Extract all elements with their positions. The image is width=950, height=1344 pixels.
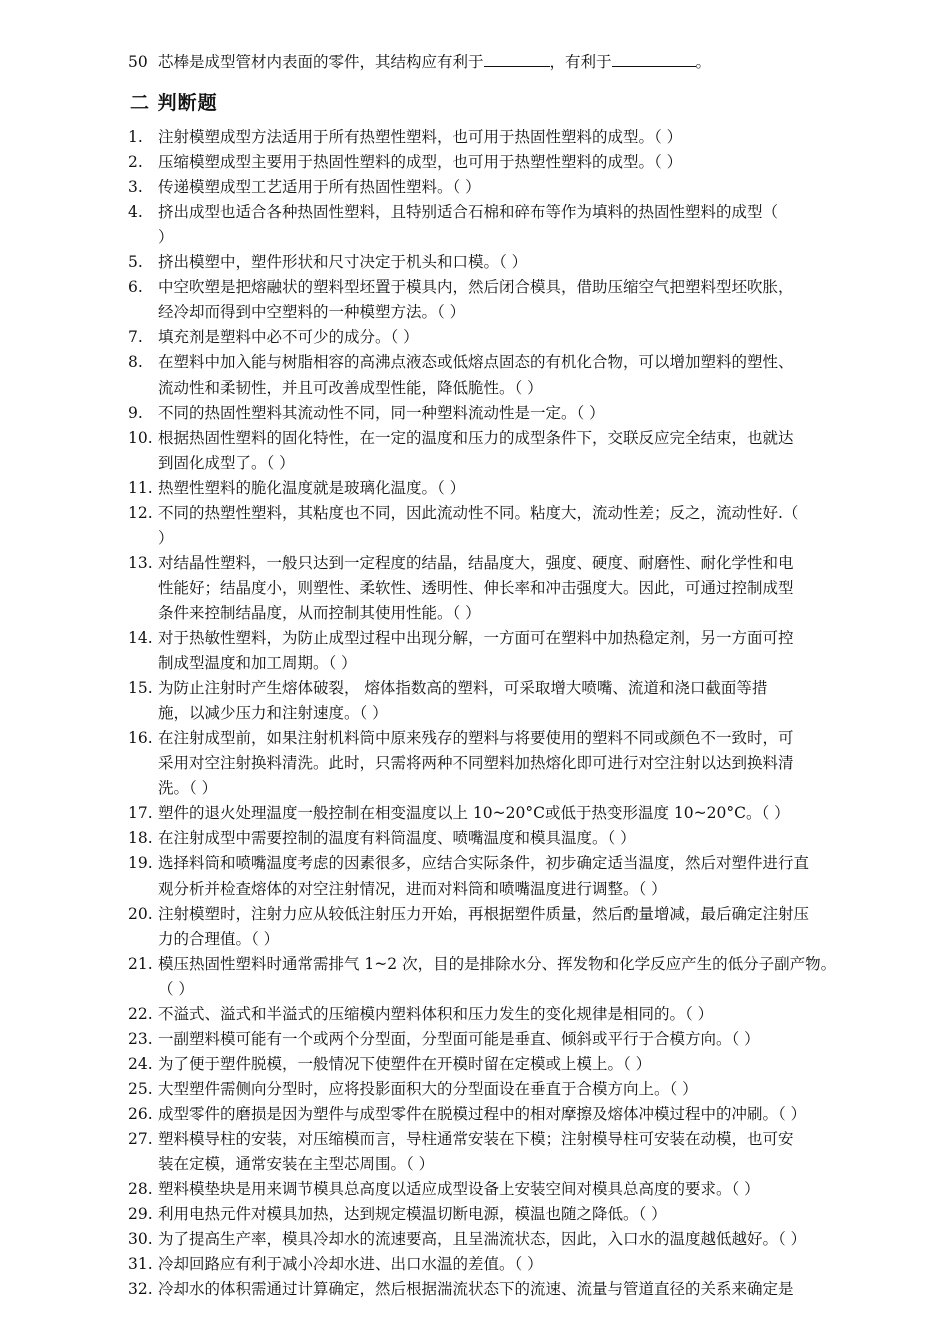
- question-text: 洗。（ ）: [158, 779, 218, 798]
- question-text: 在注射成型前，如果注射机料筒中原来残存的塑料与将要使用的塑料不同或颜色不一致时，可: [158, 729, 794, 748]
- question-number: 30.: [128, 1230, 153, 1249]
- question-text: 热塑性塑料的脆化温度就是玻璃化温度。（ ）: [158, 478, 466, 497]
- question-number: 24.: [128, 1054, 153, 1073]
- question-text-part: 。: [695, 53, 712, 71]
- question-text: 制成型温度和加工周期。（ ）: [158, 654, 357, 673]
- question-number: 9.: [128, 403, 143, 422]
- question-text: 模压热固性塑料时通常需排气 1~2 次，目的是排除水分、挥发物和化学反应产生的低分子副产物。: [158, 954, 837, 973]
- question-number: 19.: [128, 854, 153, 873]
- question-text: 塑料模导柱的安装，对压缩模而言，导柱通常安装在下模；注射模导柱可安装在动模，也可安: [158, 1130, 794, 1148]
- question-number: 31.: [128, 1255, 153, 1274]
- question-text: 装在定模，通常安装在主型芯周围。（ ）: [158, 1155, 435, 1174]
- question-text: 根据热固性塑料的固化特性，在一定的温度和压力的成型条件下，交联反应完全结束，也就达: [158, 428, 794, 447]
- question-number: 5.: [128, 253, 143, 272]
- question-number: 8.: [128, 353, 143, 372]
- question-text: 一副塑料模可能有一个或两个分型面，分型面可能是垂直、倾斜或平行于合模方向。（ ）: [158, 1029, 760, 1048]
- question-text: 不同的热固性塑料其流动性不同，同一种塑料流动性是一定。（ ）: [158, 403, 605, 422]
- question-number: 29.: [128, 1205, 153, 1224]
- question-text: 塑件的退火处理温度一般控制在相变温度以上 10~20°C或低于热变形温度 10~20°C。（ ）: [158, 804, 790, 823]
- question-number: 28.: [128, 1180, 153, 1199]
- question-number: 7.: [128, 328, 143, 347]
- question-number: 27.: [128, 1130, 153, 1148]
- question-text: 塑料模垫块是用来调节模具总高度以适应成型设备上安装空间对模具总高度的要求。（ ）: [158, 1180, 760, 1199]
- answer-blank[interactable]: [484, 51, 550, 67]
- question-text: 条件来控制结晶度，从而控制其使用性能。（ ）: [158, 603, 481, 622]
- question-number: 3.: [128, 178, 143, 197]
- answer-blank[interactable]: [612, 51, 696, 67]
- question-text: 采用对空注射换料清洗。此时，只需将两种不同塑料加热熔化即可进行对空注射以达到换料清: [158, 754, 794, 773]
- question-number: 13.: [128, 553, 153, 572]
- question-number: 1.: [128, 128, 143, 146]
- question-number: 15.: [128, 679, 153, 698]
- question-text: 对于热敏性塑料，为防止成型过程中出现分解，一方面可在塑料中加热稳定剂，另一方面可控: [158, 629, 794, 647]
- question-text: 不同的热塑性塑料，其粘度也不同，因此流动性不同。粘度大，流动性差；反之，流动性好.（: [158, 503, 799, 522]
- question-number: 32.: [128, 1280, 153, 1299]
- question-text: 冷却回路应有利于减小冷却水进、出口水温的差值。（ ）: [158, 1255, 543, 1274]
- question-text: ）: [158, 528, 174, 547]
- question-number: 10.: [128, 428, 153, 447]
- question-text: 对结晶性塑料，一般只达到一定程度的结晶，结晶度大，强度、硬度、耐磨性、耐化学性和电: [158, 553, 794, 572]
- question-number: 14.: [128, 629, 153, 647]
- question-text: 中空吹塑是把熔融状的塑料型坯置于模具内，然后闭合模具，借助压缩空气把塑料型坯吹胀，: [158, 278, 794, 297]
- question-number: 18.: [128, 829, 153, 848]
- question-text: 冷却水的体积需通过计算确定，然后根据湍流状态下的流速、流量与管道直径的关系来确定是: [158, 1280, 794, 1299]
- question-number: 11.: [128, 478, 153, 497]
- question-text: 为防止注射时产生熔体破裂， 熔体指数高的塑料，可采取增大喷嘴、流道和浇口截面等措: [158, 679, 768, 698]
- question-text: 在塑料中加入能与树脂相容的高沸点液态或低熔点固态的有机化合物，可以增加塑料的塑性、: [158, 353, 794, 372]
- question-text: [158, 50, 711, 75]
- question-number: 26.: [128, 1104, 153, 1123]
- question-text: 为了提高生产率，模具冷却水的流速要高，且呈湍流状态，因此，入口水的温度越低越好。（ ）: [158, 1230, 807, 1249]
- question-text-part: 芯棒是成型管材内表面的零件，其结构应有利于: [158, 53, 484, 71]
- question-text: 施，以减少压力和注射速度。（ ）: [158, 704, 388, 723]
- question-text: 大型塑件需侧向分型时，应将投影面积大的分型面设在垂直于合模方向上。（ ）: [158, 1079, 698, 1098]
- question-number: 16.: [128, 729, 153, 748]
- question-text: ）: [158, 228, 174, 247]
- question-text: 选择料筒和喷嘴温度考虑的因素很多，应结合实际条件，初步确定适当温度，然后对塑件进行直: [158, 854, 810, 873]
- question-text: 传递模塑成型工艺适用于所有热固性塑料。（ ）: [158, 178, 481, 197]
- question-text: 填充剂是塑料中必不可少的成分。（ ）: [158, 328, 419, 347]
- question-text: 经冷却而得到中空塑料的一种模塑方法。（ ）: [158, 303, 466, 322]
- question-text: 压缩模塑成型主要用于热固性塑料的成型，也可用于热塑性塑料的成型。（ ）: [158, 153, 683, 172]
- question-text: 成型零件的磨损是因为塑件与成型零件在脱模过程中的相对摩擦及熔体冲模过程中的冲刷。（ ）: [158, 1104, 807, 1123]
- question-number: 20.: [128, 904, 153, 923]
- section-title: 二 判断题: [130, 92, 218, 114]
- question-number: 17.: [128, 804, 153, 823]
- question-number: 22.: [128, 1004, 153, 1023]
- question-text: 流动性和柔韧性，并且可改善成型性能，降低脆性。（ ）: [158, 378, 543, 397]
- question-number: 23.: [128, 1029, 153, 1048]
- question-text: 挤出成型也适合各种热固性塑料，且特别适合石棉和碎布等作为填料的热固性塑料的成型（: [158, 203, 779, 222]
- question-number: 12.: [128, 503, 153, 522]
- question-text-part: ，有利于: [549, 53, 612, 71]
- question-text: 性能好；结晶度小，则塑性、柔软性、透明性、伸长率和冲击强度大。因此，可通过控制成型: [158, 578, 794, 597]
- question-text: 在注射成型中需要控制的温度有料筒温度、喷嘴温度和模具温度。（ ）: [158, 829, 636, 848]
- question-number: 4.: [128, 203, 143, 222]
- question-text: 注射模塑成型方法适用于所有热塑性塑料，也可用于热固性塑料的成型。（ ）: [158, 128, 683, 146]
- question-text: 不溢式、溢式和半溢式的压缩模内塑料体积和压力发生的变化规律是相同的。（ ）: [158, 1004, 714, 1023]
- question-text: 力的合理值。（ ）: [158, 929, 280, 948]
- question-text: 利用电热元件对模具加热，达到规定模温切断电源，模温也随之降低。（ ）: [158, 1205, 667, 1224]
- question-text: 观分析并检查熔体的对空注射情况，进而对料筒和喷嘴温度进行调整。（ ）: [158, 879, 667, 898]
- question-text: 注射模塑时，注射力应从较低注射压力开始，再根据塑件质量，然后酌量增减，最后确定注射压: [158, 904, 810, 923]
- question-number: 2.: [128, 153, 143, 172]
- question-number: 25.: [128, 1079, 153, 1098]
- question-number: 6.: [128, 278, 143, 297]
- question-number: 50: [128, 53, 148, 71]
- question-text: 为了便于塑件脱模，一般情况下使塑件在开模时留在定模或上模上。（ ）: [158, 1054, 652, 1073]
- question-text: （ ）: [158, 979, 194, 998]
- question-text: 到固化成型了。（ ）: [158, 453, 295, 472]
- question-text: 挤出模塑中，塑件形状和尺寸决定于机头和口模。（ ）: [158, 253, 528, 272]
- question-number: 21.: [128, 954, 153, 973]
